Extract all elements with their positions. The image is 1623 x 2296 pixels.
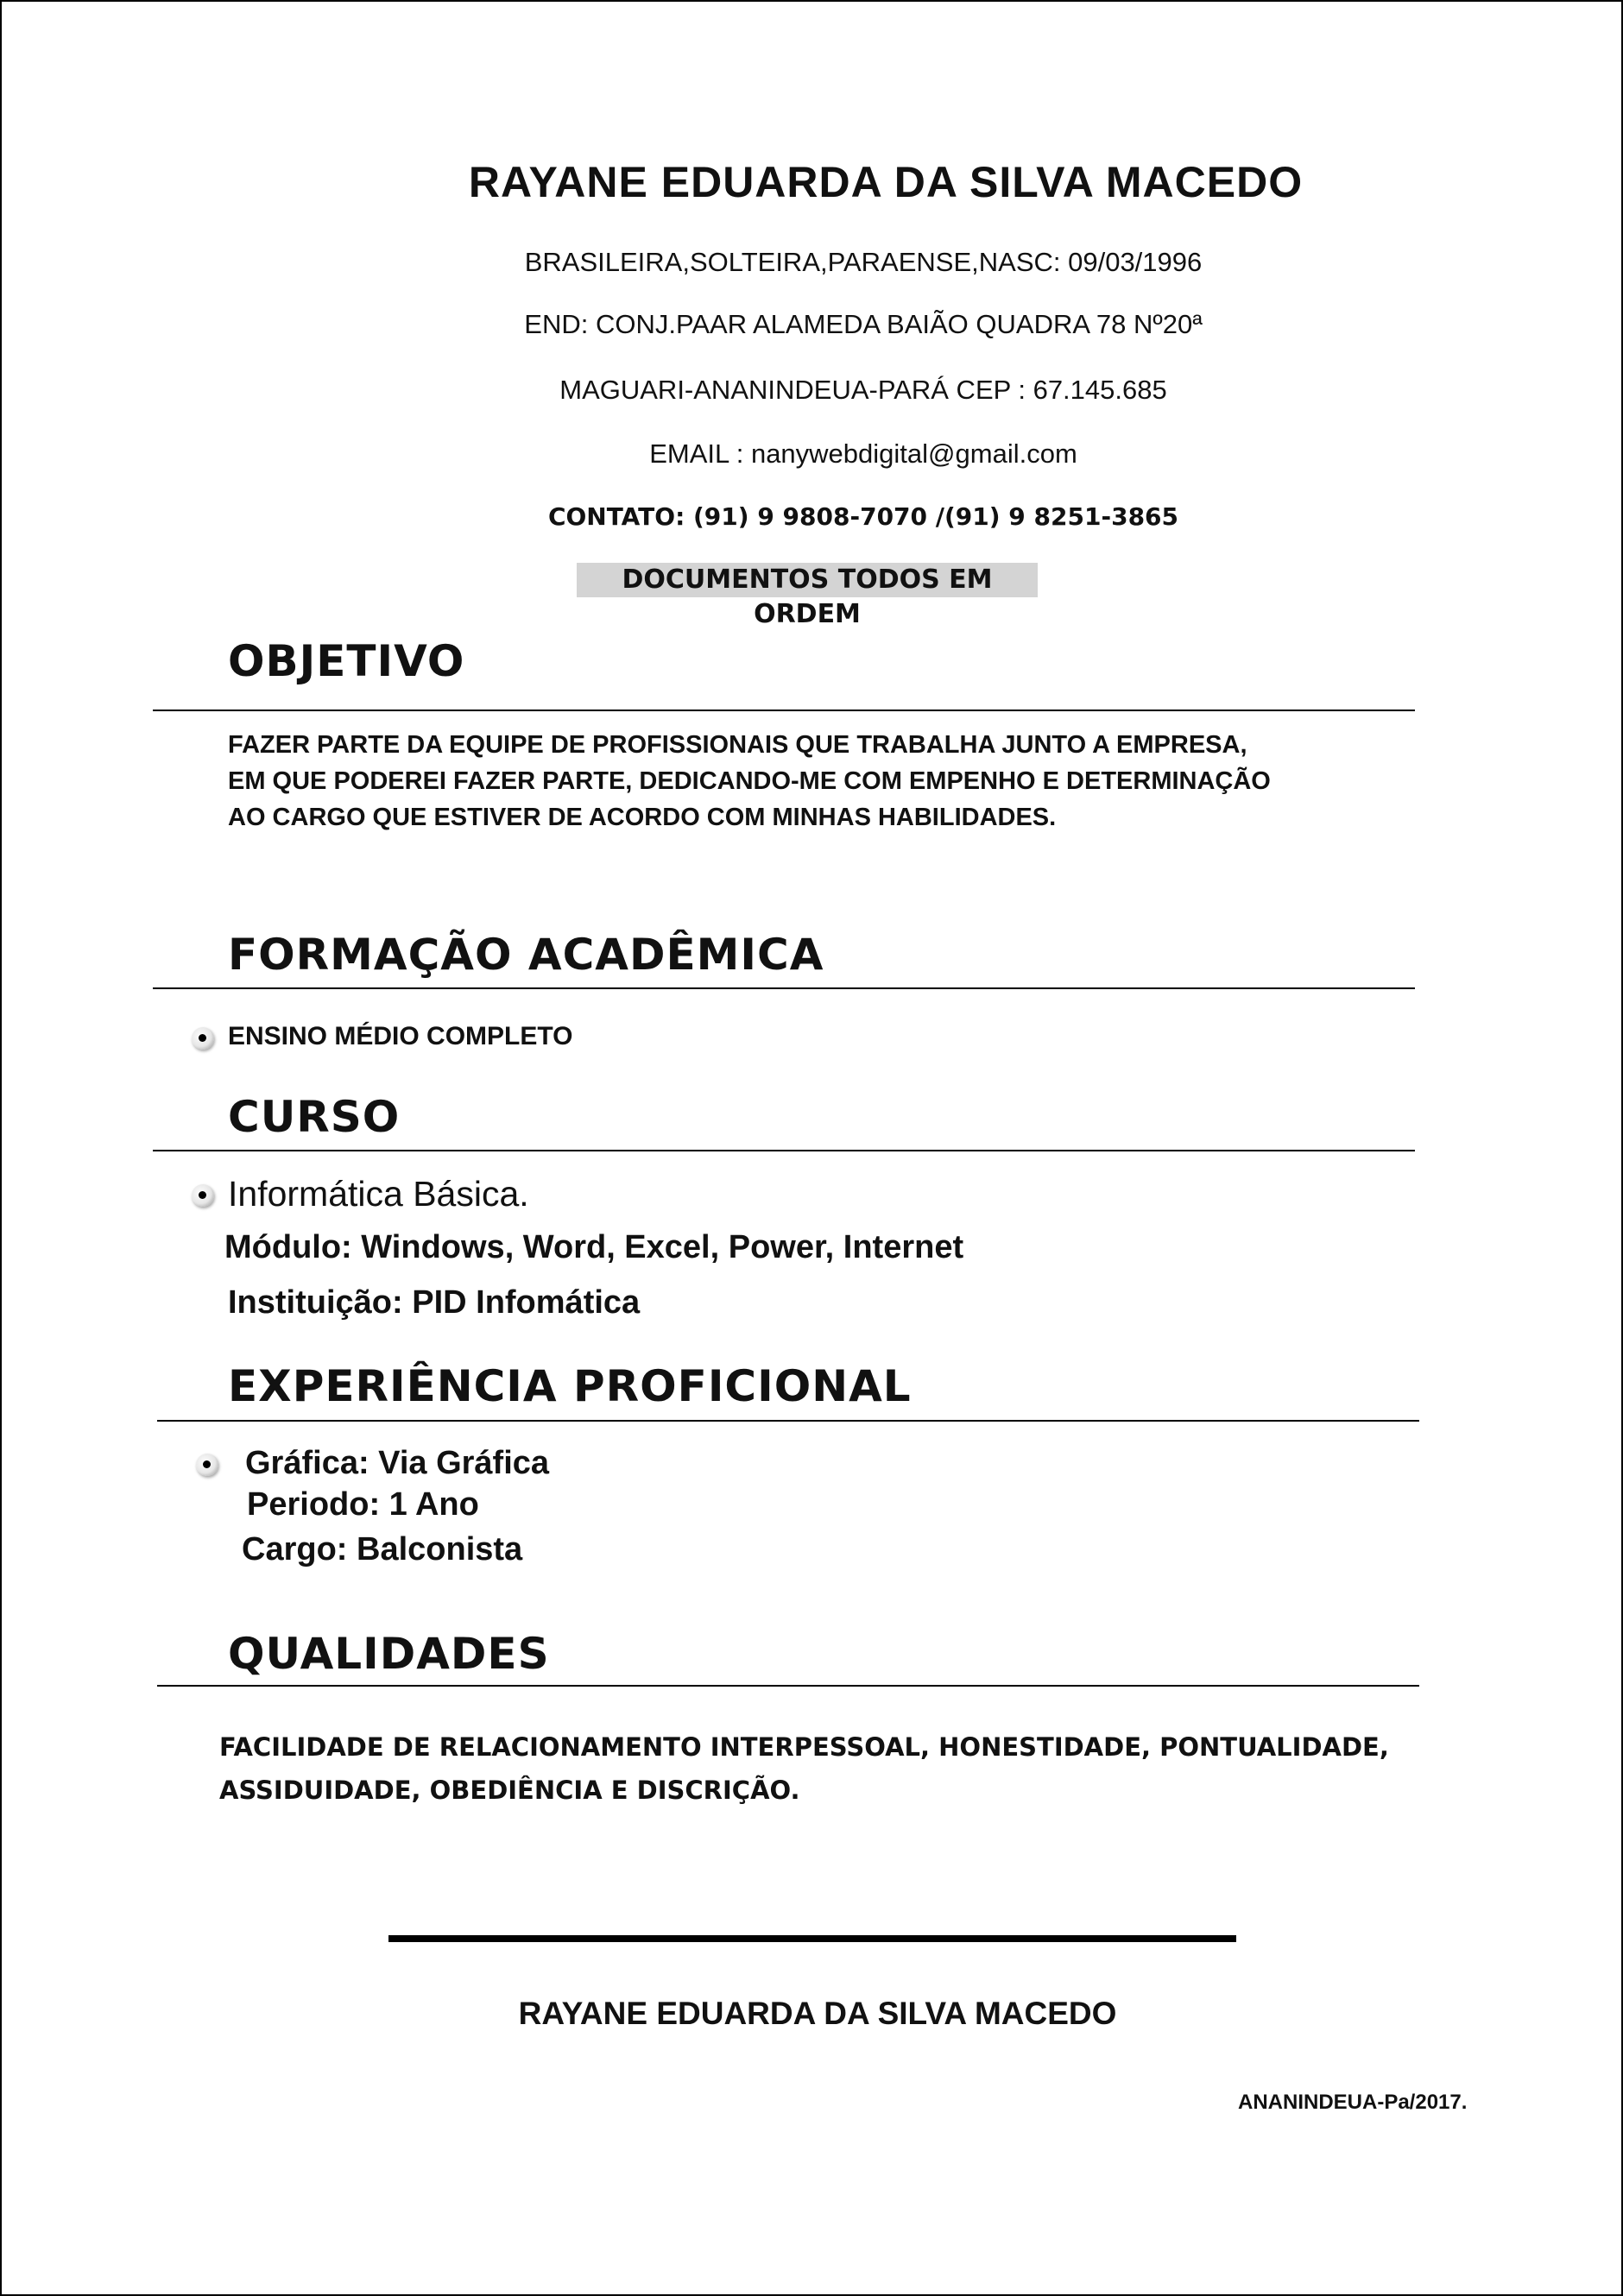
signature-name: RAYANE EDUARDA DA SILVA MACEDO <box>518 1996 1117 2031</box>
divider-formacao <box>153 987 1415 989</box>
candidate-name: RAYANE EDUARDA DA SILVA MACEDO <box>468 158 1304 206</box>
section-heading-qualidades: QUALIDADES <box>228 1629 550 1679</box>
objetivo-line-2: EM QUE PODEREI FAZER PARTE, DEDICANDO-ME COM EMPENHO E DETERMINAÇÃO <box>228 767 1271 795</box>
section-heading-curso: CURSO <box>228 1092 401 1142</box>
divider-qualidades <box>157 1685 1419 1687</box>
address-line-1: END: CONJ.PAAR ALAMEDA BAIÃO QUADRA 78 Nº20ª <box>524 309 1203 339</box>
experiencia-periodo: Periodo: 1 Ano <box>247 1486 479 1523</box>
experiencia-grafica: Gráfica: Via Gráfica <box>245 1445 550 1481</box>
documents-badge: DOCUMENTOS TODOS EM ORDEM <box>577 563 1038 597</box>
objetivo-text <box>228 727 1271 836</box>
place-date: ANANINDEUA-Pa/2017. <box>1238 2091 1468 2114</box>
formacao-item: ENSINO MÉDIO COMPLETO <box>228 1022 573 1050</box>
divider-experiencia <box>157 1420 1419 1422</box>
contact-line: CONTATO: (91) 9 9808-7070 /(91) 9 8251-3865 <box>547 502 1179 531</box>
bullet-icon <box>196 1454 218 1476</box>
signature-line <box>388 1935 1236 1942</box>
section-heading-objetivo: OBJETIVO <box>228 636 465 686</box>
section-heading-experiencia: EXPERIÊNCIA PROFICIONAL <box>228 1361 912 1411</box>
qualidades-line-2: ASSIDUIDADE, OBEDIÊNCIA E DISCRIÇÃO. <box>219 1776 800 1805</box>
objetivo-line-3: AO CARGO QUE ESTIVER DE ACORDO COM MINHAS HABILIDADES. <box>228 804 1057 831</box>
qualidades-line-1: FACILIDADE DE RELACIONAMENTO INTERPESSOAL, HONESTIDADE, PONTUALIDADE, <box>219 1732 1389 1762</box>
qualidades-text <box>219 1725 1389 1812</box>
divider-objetivo <box>153 710 1415 711</box>
personal-info: BRASILEIRA,SOLTEIRA,PARAENSE,NASC: 09/03/1996 <box>524 247 1203 277</box>
experiencia-cargo: Cargo: Balconista <box>242 1531 523 1567</box>
section-heading-formacao: FORMAÇÃO ACADÊMICA <box>228 930 824 980</box>
curso-instituicao: Instituição: PID Infomática <box>228 1284 641 1321</box>
address-line-2: MAGUARI-ANANINDEUA-PARÁ CEP : 67.145.685 <box>559 375 1167 405</box>
curso-title: Informática Básica. <box>228 1174 529 1214</box>
bullet-icon <box>192 1027 214 1050</box>
email-line: EMAIL : nanywebdigital@gmail.com <box>649 438 1077 469</box>
objetivo-line-1: FAZER PARTE DA EQUIPE DE PROFISSIONAIS QUE TRABALHA JUNTO A EMPRESA, <box>228 731 1247 759</box>
bullet-icon <box>192 1184 214 1207</box>
curso-modulo: Módulo: Windows, Word, Excel, Power, Internet <box>224 1229 964 1265</box>
divider-curso <box>153 1150 1415 1151</box>
